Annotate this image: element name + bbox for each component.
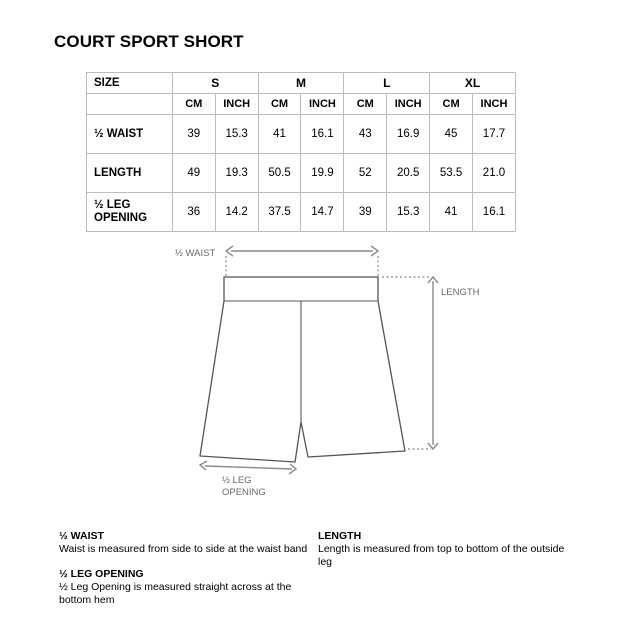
- table-cell: 50.5: [258, 154, 301, 193]
- table-cell: 52: [344, 154, 387, 193]
- table-cell: 53.5: [430, 154, 473, 193]
- row-label-line: OPENING: [94, 212, 148, 224]
- size-xl-header: XL: [430, 73, 516, 94]
- table-cell: 39: [344, 193, 387, 232]
- table-cell: 37.5: [258, 193, 301, 232]
- table-cell: 17.7: [473, 115, 516, 154]
- length-label: LENGTH: [441, 287, 480, 298]
- unit-inch: INCH: [473, 94, 516, 115]
- table-cell: 15.3: [387, 193, 430, 232]
- table-cell: 16.9: [387, 115, 430, 154]
- unit-cm: CM: [172, 94, 215, 115]
- leg-opening-description: [59, 568, 299, 607]
- length-description-text: Length is measured from top to bottom of the outside leg: [318, 543, 565, 568]
- table-cell: 16.1: [473, 193, 516, 232]
- table-cell: 41: [258, 115, 301, 154]
- size-s-header: S: [172, 73, 258, 94]
- table-cell: 39: [172, 115, 215, 154]
- waist-description: [59, 530, 309, 556]
- leg-description-text: ½ Leg Opening is measured straight across at the bottom hem: [59, 581, 292, 606]
- leg-label-line: OPENING: [222, 487, 266, 498]
- table-cell: 21.0: [473, 154, 516, 193]
- row-label-line: ½ LEG: [94, 199, 131, 211]
- waist-description-text: Waist is measured from side to side at the waist band: [59, 543, 308, 555]
- unit-inch: INCH: [301, 94, 344, 115]
- size-label: SIZE: [87, 73, 173, 94]
- leg-description-heading: ½ LEG OPENING: [59, 568, 144, 580]
- table-cell: 19.9: [301, 154, 344, 193]
- row-label-waist: ½ WAIST: [87, 115, 173, 154]
- unit-cm: CM: [344, 94, 387, 115]
- length-description-heading: LENGTH: [318, 530, 362, 542]
- table-cell: 15.3: [215, 115, 258, 154]
- unit-inch: INCH: [215, 94, 258, 115]
- waist-label: ½ WAIST: [175, 248, 216, 259]
- unit-cm: CM: [430, 94, 473, 115]
- leg-measure-line: [205, 466, 292, 469]
- leg-opening-label: [222, 475, 266, 499]
- table-cell: 14.7: [301, 193, 344, 232]
- unit-inch: INCH: [387, 94, 430, 115]
- shorts-outline: [200, 277, 405, 462]
- size-m-header: M: [258, 73, 344, 94]
- unit-cm: CM: [258, 94, 301, 115]
- table-cell: 19.3: [215, 154, 258, 193]
- page-title: COURT SPORT SHORT: [54, 32, 244, 51]
- length-description: [318, 530, 568, 569]
- table-cell: 45: [430, 115, 473, 154]
- waist-description-heading: ½ WAIST: [59, 530, 104, 542]
- table-cell: 43: [344, 115, 387, 154]
- size-l-header: L: [344, 73, 430, 94]
- row-label-length: LENGTH: [87, 154, 173, 193]
- table-cell: 14.2: [215, 193, 258, 232]
- table-cell: 20.5: [387, 154, 430, 193]
- table-cell: 49: [172, 154, 215, 193]
- table-cell: 41: [430, 193, 473, 232]
- leg-label-line: ½ LEG: [222, 475, 252, 486]
- table-cell: 36: [172, 193, 215, 232]
- table-cell: 16.1: [301, 115, 344, 154]
